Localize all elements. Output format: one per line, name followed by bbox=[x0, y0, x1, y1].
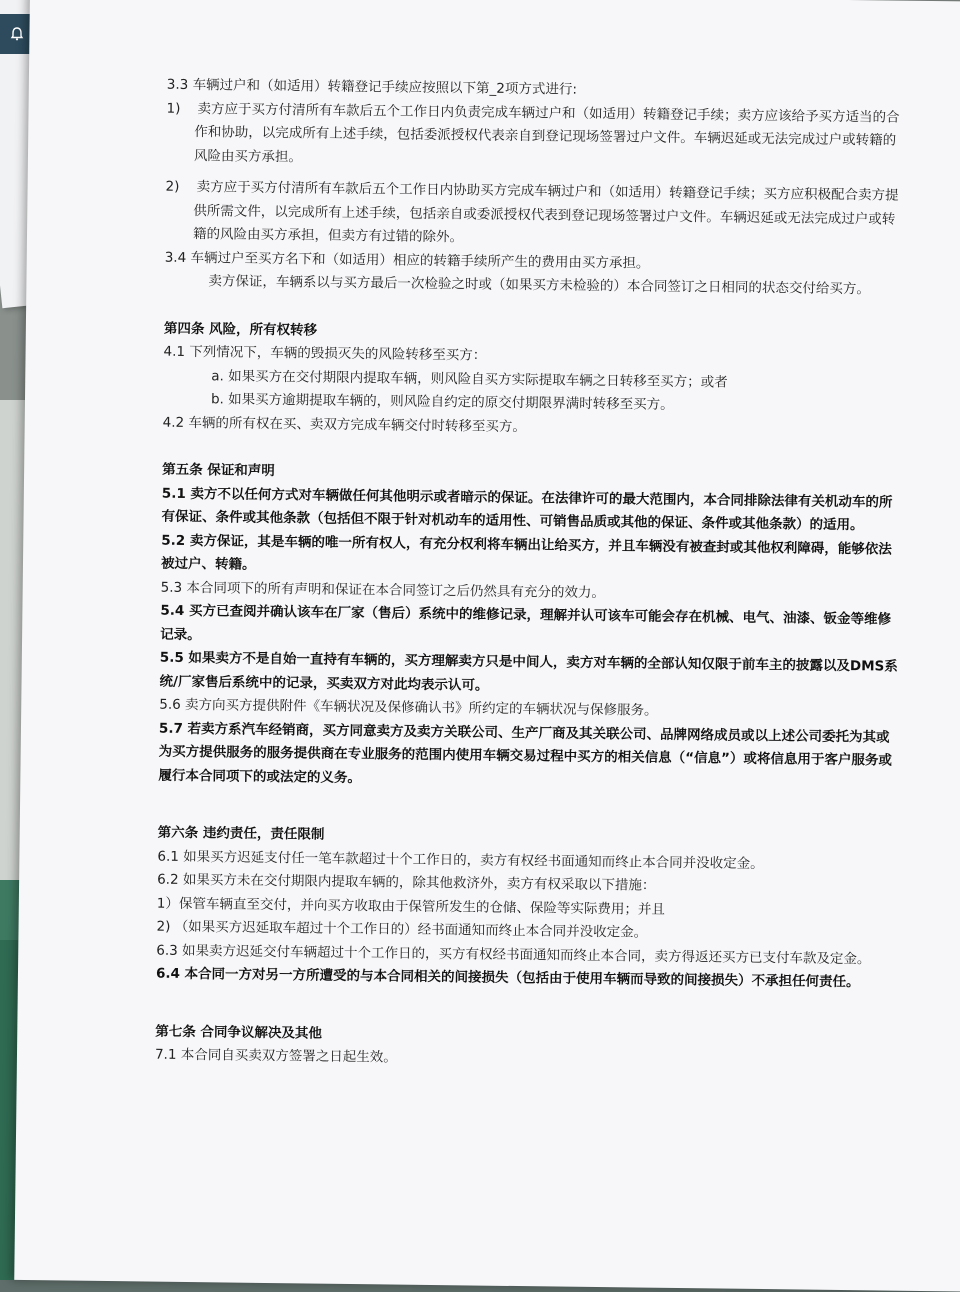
clause-6-2-2: 2) （如果买方迟延取车超过十个工作日的）经书面通知而终止本合同并没收定金。 bbox=[156, 918, 648, 941]
clause-5-7: 5.7 若卖方系汽车经销商，买方同意卖方及卖方关联公司、生产厂商及其关联公司、品牌网络成员或以上述公司委托为其或为买方提供服务的服务提供商在专业服务的范围内使用车辆交易过程中买方的相关信息（“信息”）或将信息用于客户服务或履行本合同项下的或法定的义务。 bbox=[158, 720, 892, 786]
clause-4-1-a: a. 如果买方在交付期限内提取车辆，则风险自买方实际提取车辆之日转移至买方；或者 bbox=[211, 367, 728, 391]
article-5-heading: 第五条 保证和声明 bbox=[162, 461, 275, 480]
clause-4-2: 4.2 车辆的所有权在买、卖双方完成车辆交付时转移至买方。 bbox=[162, 414, 527, 435]
clause-6-2-1: 1）保管车辆直至交付，并向买方收取由于保管所发生的仓储、保险等实际费用；并且 bbox=[156, 895, 666, 918]
clause-4-1-b: b. 如果买方逾期提取车辆的，则风险自约定的原交付期限界满时转移至买方。 bbox=[210, 391, 674, 413]
seller-guarantee: 卖方保证，车辆系以与买方最后一次检验之时或（如果买方未检验的）本合同签订之日相同的状态交付给买方。 bbox=[208, 273, 871, 298]
clause-5-1: 5.1 卖方不以任何方式对车辆做任何其他明示或者暗示的保证。在法律许可的最大范围内，本合同排除法律有关机动车的所有保证、条件或其他条款（包括但不限于针对机动车的适用性、可销售品质或其他的保证、条件或其他条款）的适用。 bbox=[161, 485, 893, 534]
clause-3-4: 3.4 车辆过户至买方名下和（如适用）相应的转籍手续所产生的费用由买方承担。 bbox=[164, 249, 650, 272]
article-4-heading: 第四条 风险，所有权转移 bbox=[163, 320, 318, 339]
bell-icon-glyph bbox=[9, 26, 25, 42]
clause-5-3: 5.3 本合同项下的所有声明和保证在本合同签订之后仍然具有充分的效力。 bbox=[160, 579, 606, 601]
option-number: 2) bbox=[165, 178, 180, 195]
clause-6-2: 6.2 如果买方未在交付期限内提取车辆的，除其他救济外，卖方有权采取以下措施： bbox=[157, 871, 656, 894]
option-text: 卖方应于买方付清所有车款后五个工作日内负责完成车辆过户和（如适用）转籍登记手续；卖方应该给予买方适当的合作和协助，以完成所有上述手续，包括委派授权代表亲自到登记现场签署过户文件。车辆迟延或无法完成过户或转籍的风险由买方承担。 bbox=[193, 100, 900, 165]
clause-6-3: 6.3 如果卖方迟延交付车辆超过十个工作日的，买方有权经书面通知而终止本合同，卖方得返还买方已支付车款及定金。 bbox=[156, 942, 871, 967]
option-text: 卖方应于买方付清所有车款后五个工作日内协助买方完成车辆过户和（如适用）转籍登记手续；买方应积极配合卖方提供所需文件，以完成所有上述手续，包括亲自或委派授权代表到登记现场签署过户文件。车辆迟延或无法完成过户或转籍的风险由买方承担，但卖方有过错的除外。 bbox=[192, 179, 899, 246]
contract-page bbox=[14, 0, 960, 1292]
clause-5-4: 5.4 买方已查阅并确认该车在厂家（售后）系统中的维修记录，理解并认可该车可能会存在机械、电气、油漆、钣金等维修记录。 bbox=[160, 602, 892, 643]
article-6-heading: 第六条 违约责任，责任限制 bbox=[157, 824, 325, 843]
clause-6-1: 6.1 如果买方迟延支付任一笔车款超过十个工作日的，卖方有权经书面通知而终止本合同并没收定金。 bbox=[157, 848, 764, 872]
clause-4-1: 4.1 下列情况下，车辆的毁损灭失的风险转移至买方： bbox=[163, 343, 487, 364]
article-7-heading: 第七条 合同争议解决及其他 bbox=[155, 1023, 323, 1042]
clause-6-4: 6.4 本合同一方对另一方所遭受的与本合同相关的间接损失（包括由于使用车辆而导致的间接损失）不承担任何责任。 bbox=[155, 965, 860, 991]
clause-5-5: 5.5 如果卖方不是自始一直持有车辆的，买方理解卖方只是中间人，卖方对车辆的全部认知仅限于前车主的披露以及DMS系统/厂家售后系统中的记录，买卖双方对此均表示认可。 bbox=[159, 649, 898, 694]
option-number: 1) bbox=[166, 100, 181, 117]
clause-3-3: 3.3 车辆过户和（如适用）转籍登记手续应按照以下第_2项方式进行: bbox=[166, 76, 578, 98]
clause-3-3-option-2 bbox=[165, 176, 906, 256]
contract-content bbox=[155, 74, 907, 1076]
clause-5-2: 5.2 卖方保证，其是车辆的唯一所有权人，有充分权利将车辆出让给买方，并且车辆没有被查封或其他权利障碍，能够依法被过户、转籍。 bbox=[160, 532, 892, 573]
clause-3-3-option-1 bbox=[166, 97, 907, 177]
clause-5-6: 5.6 卖方向买方提供附件《车辆状况及保修确认书》所约定的车辆状况与保修服务。 bbox=[159, 696, 658, 719]
clause-7-1: 7.1 本合同自买卖双方签署之日起生效。 bbox=[154, 1046, 397, 1066]
